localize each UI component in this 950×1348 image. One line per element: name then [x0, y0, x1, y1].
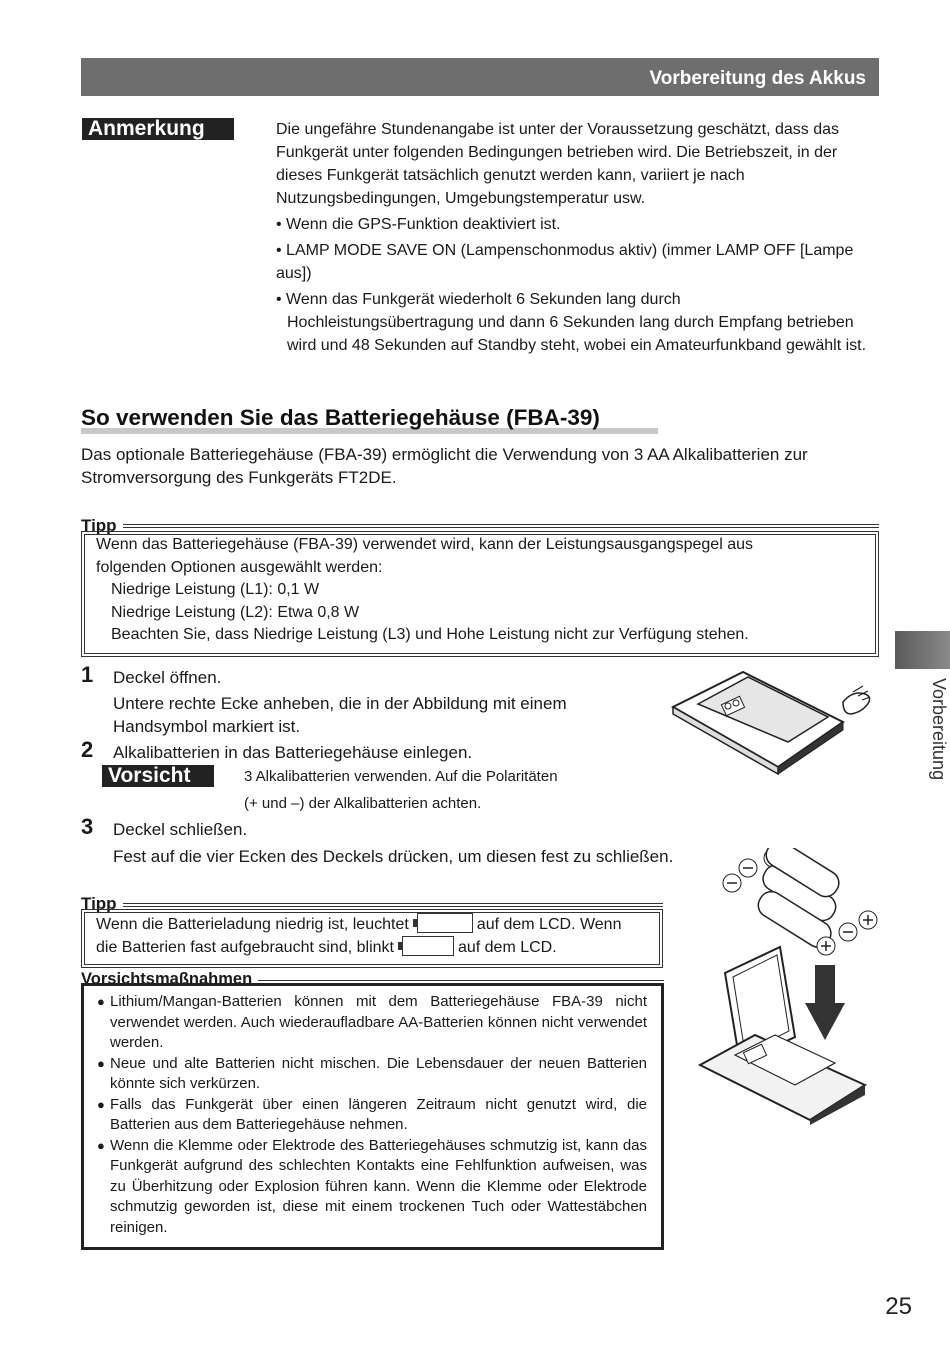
note-label: Anmerkung [82, 118, 234, 140]
header-title: Vorbereitung des Akkus [649, 68, 866, 89]
section-title: So verwenden Sie das Batteriegehäuse (FBA-39) [81, 405, 600, 430]
hand-icon [843, 686, 870, 714]
tip2-text [96, 913, 621, 959]
list-item: ● Falls das Funkgerät über einen längeren Zeitraum nicht genutzt wird, die Batterien aus dem Batteriegehäuse nehmen. [97, 1095, 647, 1136]
battery-empty-icon [402, 936, 454, 956]
note-paragraph: Die ungefähre Stundenangabe ist unter der Voraussetzung geschätzt, dass das Funkgerät unter folgenden Bedingungen betrieben wird. Die Betriebszeit, in der dieses Funkgerät tatsächlich genutzt werden kann, variiert je nach Nutzungsbedingungen, Umgebungstemperatur usw. [276, 121, 840, 207]
tip-line: Niedrige Leistung (L2): Etwa 0,8 W [111, 603, 360, 621]
battery-case-open-illustration [668, 662, 883, 777]
precaution-text: Wenn die Klemme oder Elektrode des Batteriegehäuses schmutzig ist, kann das Funkgerät aufgrund des schlechten Kontakts eine Fehlfunktion aufweisen, was zu Überhitzung oder Explosion führen kann. Wenn die Klemme oder Elektrode schmutzig geworden ist, diese mit einem trockenen Tuch oder Wattestäbchen reinigen. [110, 1136, 647, 1236]
caution-line: 3 Alkalibatterien verwenden. Auf die Polaritäten [244, 768, 558, 785]
step-detail: Fest auf die vier Ecken des Deckels drücken, um diesen fest zu schließen. [113, 847, 674, 866]
step-number: 2 [81, 737, 94, 762]
battery-case-insert-illustration [695, 945, 883, 1125]
step-title: Deckel schließen. [113, 820, 248, 839]
tip-label: Tipp [81, 516, 123, 536]
tip-line: Beachten Sie, dass Niedrige Leistung (L3) und Hohe Leistung nicht zur Verfügung stehen. [111, 626, 749, 643]
step-title: Alkalibatterien in das Batteriegehäuse einlegen. [113, 743, 473, 762]
precautions-list [97, 992, 647, 1238]
step-number: 1 [81, 662, 94, 687]
page-number: 25 [885, 1293, 912, 1320]
side-tab [895, 631, 950, 669]
note-bullet: • Wenn das Funkgerät wiederholt 6 Sekunden lang durch Hochleistungsübertragung und dann 6 Sekunden lang durch Empfang betrieben wird und 48 Sekunden auf Standby steht, wobei ein Amateurfunkband gewählt ist. [276, 291, 867, 354]
caution-label: Vorsicht [102, 765, 214, 787]
list-item: ● Wenn die Klemme oder Elektrode des Batteriegehäuses schmutzig ist, kann das Funkgerät aufgrund des schlechten Kontakts eine Fehlfunktion aufweisen, was zu Überhitzung oder Explosion führen kann. Wenn die Klemme oder Elektrode schmutzig geworden ist, diese mit einem trockenen Tuch oder Wattestäbchen reinigen. [97, 1136, 647, 1239]
section-intro: Das optionale Batteriegehäuse (FBA-39) ermöglicht die Verwendung von 3 AA Alkalibatterien zur Stromversorgung des Funkgeräts FT2DE. [81, 445, 808, 487]
side-tab-label: Vorbereitung [929, 678, 949, 781]
note-bullet: • LAMP MODE SAVE ON (Lampenschonmodus aktiv) (immer LAMP OFF [Lampe aus]) [276, 242, 854, 282]
tip-box [81, 516, 879, 657]
precaution-text: Falls das Funkgerät über einen längeren Zeitraum nicht genutzt wird, die Batterien aus dem Batteriegehäuse nehmen. [110, 1095, 647, 1133]
precaution-text: Neue und alte Batterien nicht mischen. Die Lebensdauer der neuen Batterien könnte sich verkürzen. [110, 1054, 647, 1092]
tip-text [96, 534, 866, 647]
tip-text: Wenn die Batterieladung niedrig ist, leuchtet [96, 916, 409, 933]
note-block [276, 118, 871, 357]
tip-text: die Batterien fast aufgebraucht sind, blinkt [96, 939, 394, 956]
caution-line: (+ und –) der Alkalibatterien achten. [244, 795, 482, 812]
tip-text: auf dem LCD. Wenn [476, 916, 622, 933]
battery-low-icon [417, 913, 473, 933]
step-number: 3 [81, 814, 94, 839]
tip-box [81, 894, 663, 968]
tip-line: Wenn das Batteriegehäuse (FBA-39) verwendet wird, kann der Leistungsausgangspegel aus [96, 536, 753, 553]
tip-line: folgenden Optionen ausgewählt werden: [96, 558, 383, 576]
tip-label: Tipp [81, 894, 123, 914]
precaution-text: Lithium/Mangan-Batterien können mit dem Batteriegehäuse FBA-39 nicht verwendet werden. Auch wiederaufladbare AA-Batterien können nicht verwendet werden. [110, 993, 647, 1051]
list-item: ● Lithium/Mangan-Batterien können mit dem Batteriegehäuse FBA-39 nicht verwendet werden. Auch wiederaufladbare AA-Batterien können nicht verwendet werden. [97, 992, 647, 1054]
tip-line: Niedrige Leistung (L1): 0,1 W [111, 581, 320, 598]
list-item: ● Neue und alte Batterien nicht mischen. Die Lebensdauer der neuen Batterien könnte sich verkürzen. [97, 1054, 647, 1095]
tip-text: auf dem LCD. [457, 939, 557, 956]
step-title: Deckel öffnen. [113, 668, 222, 687]
step-detail: Untere rechte Ecke anheben, die in der Abbildung mit einem Handsymbol markiert ist. [113, 694, 567, 736]
precautions-box [81, 970, 664, 1250]
header-bar [81, 58, 879, 96]
precautions-label: Vorsichtsmaßnahmen [81, 970, 258, 989]
batteries-illustration [718, 848, 883, 958]
note-bullet: • Wenn die GPS-Funktion deaktiviert ist. [276, 216, 561, 233]
